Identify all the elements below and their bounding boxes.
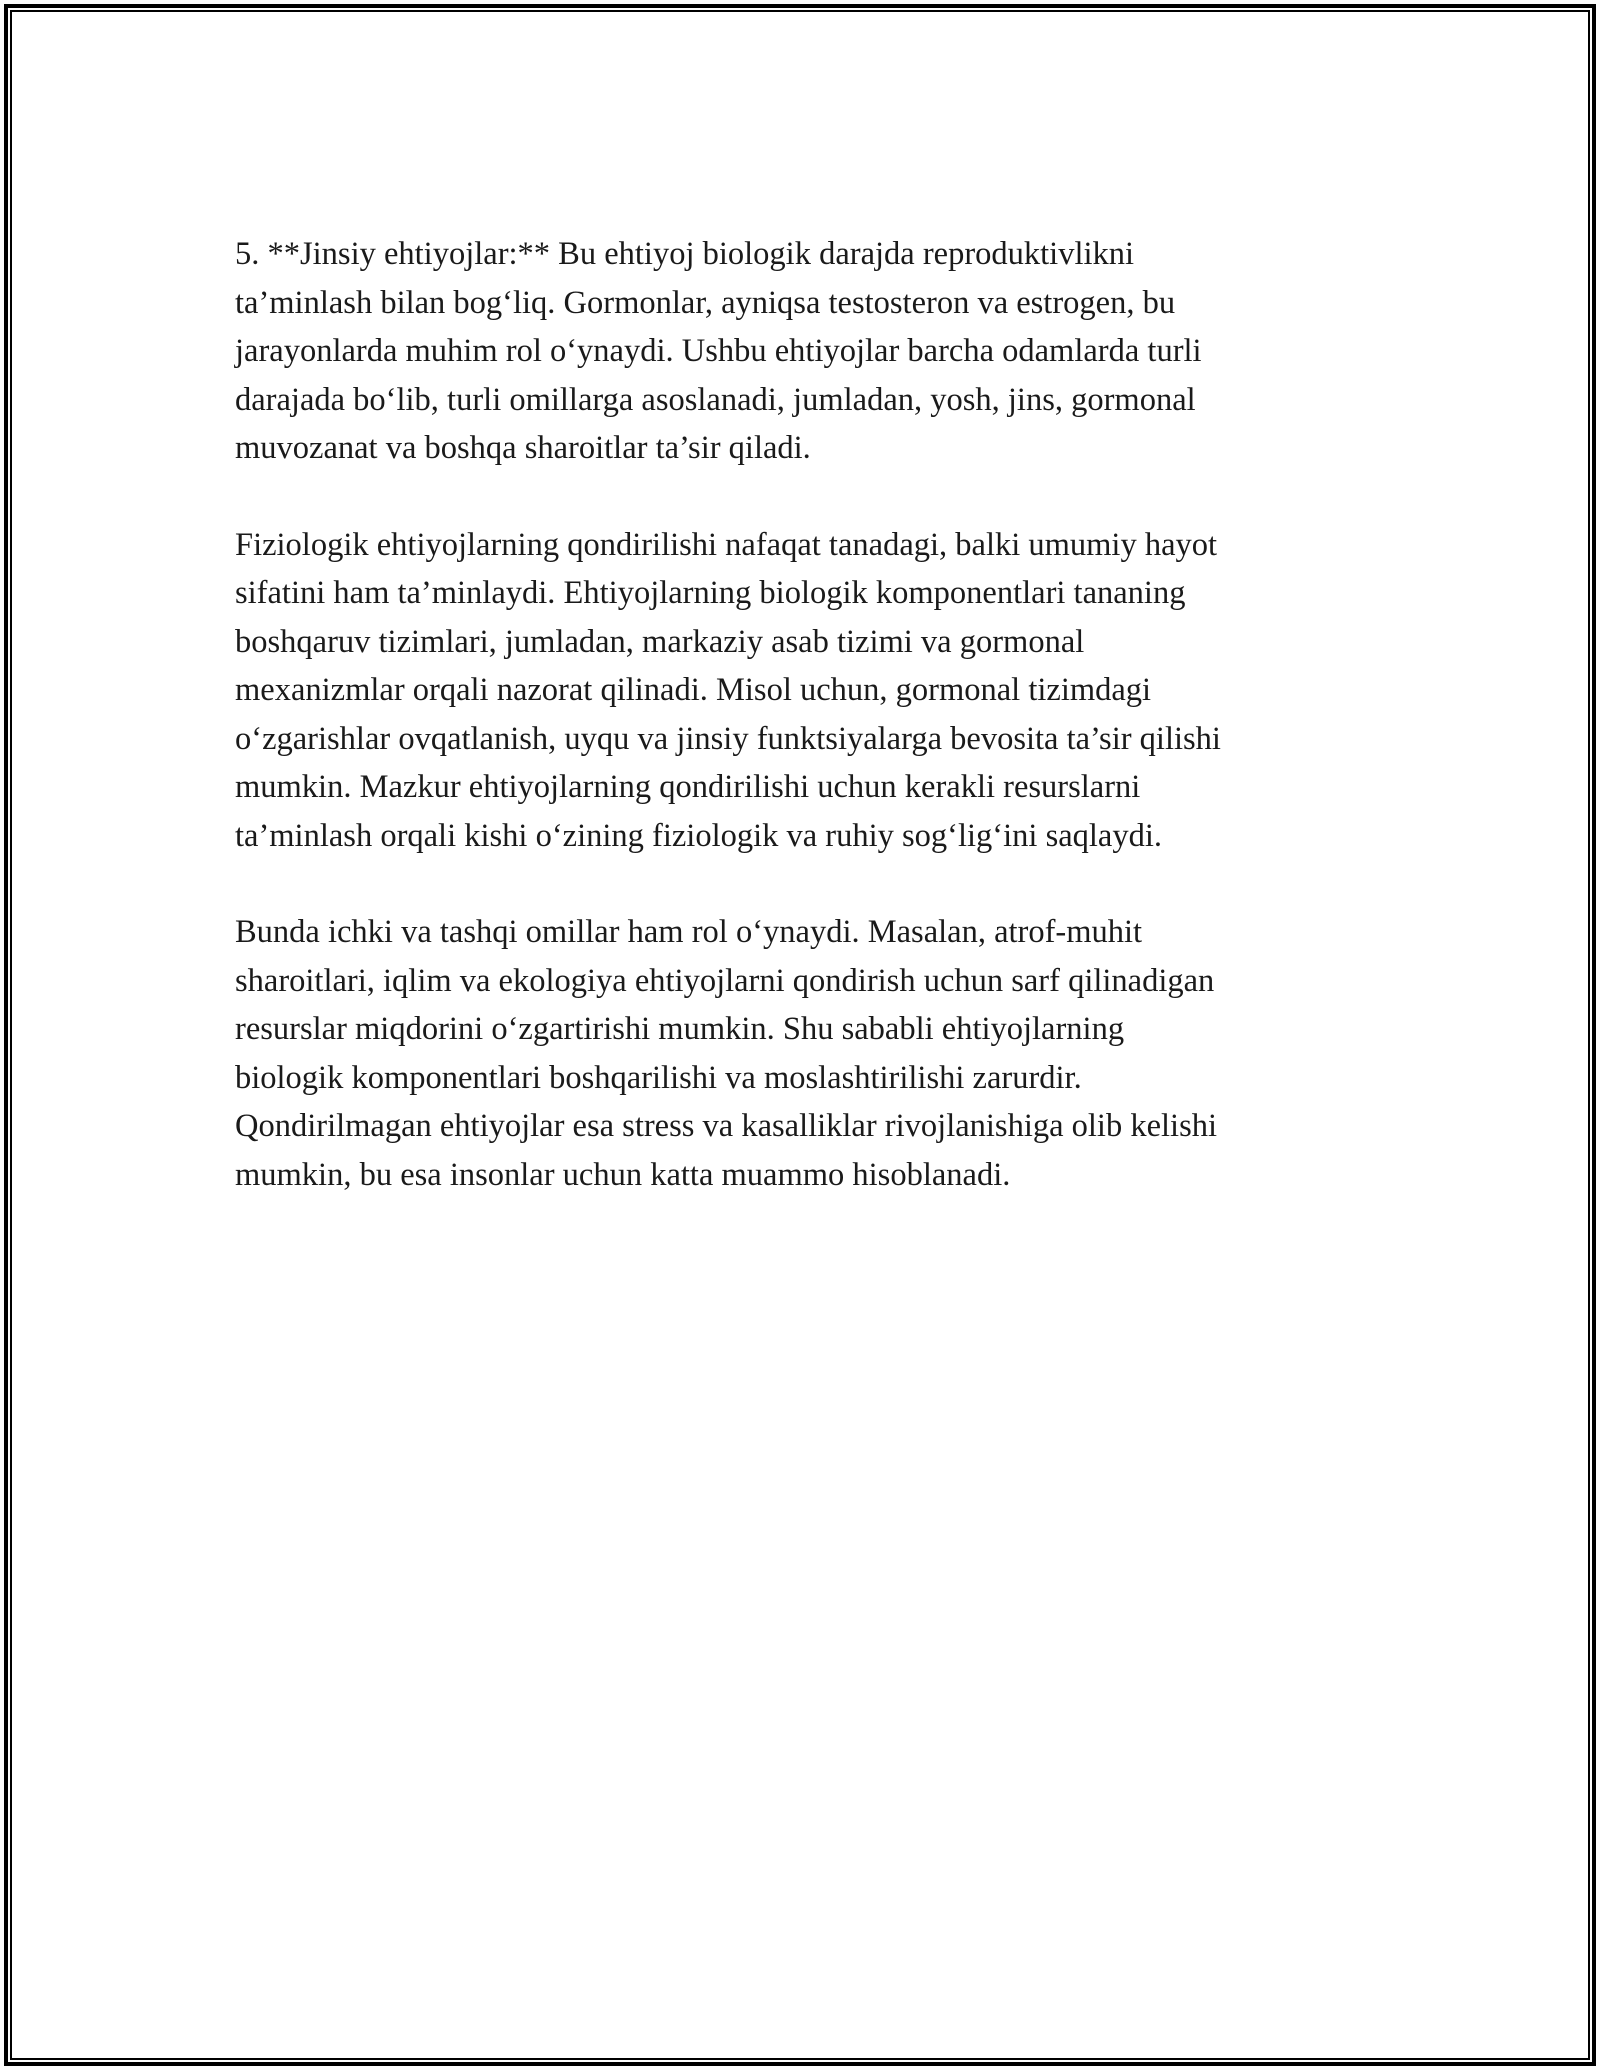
paragraph-sexual-needs <box>235 230 1365 473</box>
text-line: 5. **Jinsiy ehtiyojlar:** Bu ehtiyoj biologik darajda reproduktivlikni <box>235 236 1135 272</box>
text-line: mumkin, bu esa insonlar uchun katta muammo hisoblanadi. <box>235 1156 1011 1193</box>
paragraph-physiological-needs <box>235 521 1365 861</box>
text-line: biologik komponentlari boshqarilishi va moslashtirilishi zarurdir. <box>235 1059 1082 1096</box>
paragraph-internal-external-factors <box>235 908 1365 1199</box>
document-body <box>235 230 1365 1247</box>
text-line: mumkin. Mazkur ehtiyojlarning qondirilishi uchun kerakli resurslarni <box>235 769 1141 805</box>
text-line: Qondirilmagan ehtiyojlar esa stress va kasalliklar rivojlanishiga olib kelishi <box>235 1108 1217 1144</box>
text-line: Bunda ichki va tashqi omillar ham rol o‘ynaydi. Masalan, atrof-muhit <box>235 914 1143 950</box>
text-line: darajada bo‘lib, turli omillarga asoslanadi, jumladan, yosh, jins, gormonal <box>235 381 1196 418</box>
text-line: muvozanat va boshqa sharoitlar ta’sir qiladi. <box>235 430 811 466</box>
text-line: Fiziologik ehtiyojlarning qondirilishi nafaqat tanadagi, balki umumiy hayot <box>235 526 1218 563</box>
text-line: mexanizmlar orqali nazorat qilinadi. Misol uchun, gormonal tizimdagi <box>235 672 1152 708</box>
text-line: boshqaruv tizimlari, jumladan, markaziy asab tizimi va gormonal <box>235 623 1085 660</box>
text-line: jarayonlarda muhim rol o‘ynaydi. Ushbu ehtiyojlar barcha odamlarda turli <box>235 333 1202 369</box>
text-line: sifatini ham ta’minlaydi. Ehtiyojlarning biologik komponentlari tananing <box>235 575 1186 611</box>
text-line: ta’minlash bilan bog‘liq. Gormonlar, ayniqsa testosteron va estrogen, bu <box>235 284 1176 321</box>
text-line: sharoitlari, iqlim va ekologiya ehtiyojlarni qondirish uchun sarf qilinadigan <box>235 962 1215 999</box>
text-line: ta’minlash orqali kishi o‘zining fiziologik va ruhiy sog‘lig‘ini saqlaydi. <box>235 817 1162 854</box>
text-line: o‘zgarishlar ovqatlanish, uyqu va jinsiy funktsiyalarga bevosita ta’sir qilishi <box>235 720 1221 757</box>
text-line: resurslar miqdorini o‘zgartirishi mumkin. Shu sababli ehtiyojlarning <box>235 1011 1125 1047</box>
